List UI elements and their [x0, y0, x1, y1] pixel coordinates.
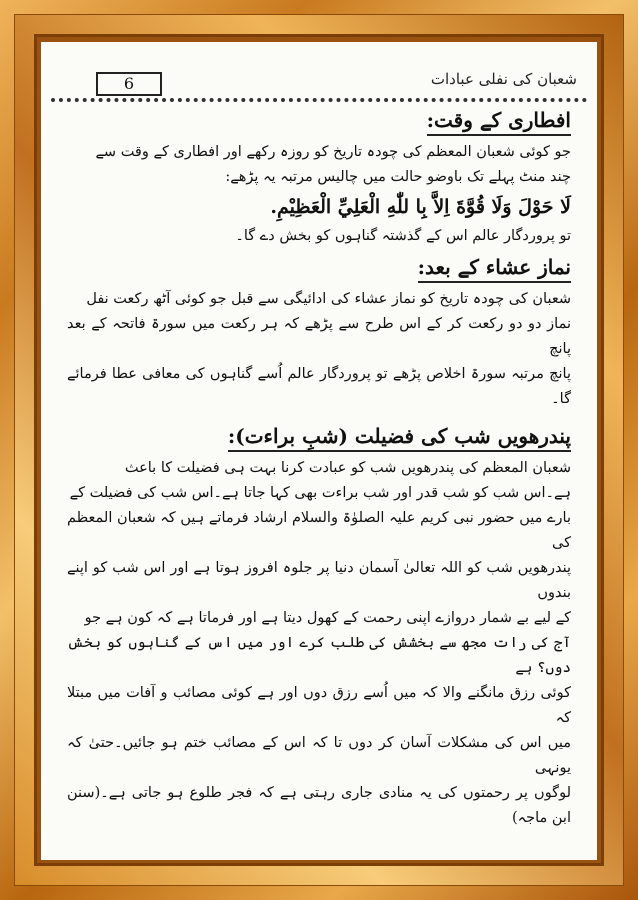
book-page — [41, 42, 597, 860]
text-line: آج کی رات مجھ سے بخشش کی طلب کرے اور میں اس کے گناہوں کو بخش دوں؟ ہے — [67, 635, 571, 676]
running-title: شعبان کی نفلی عبادات — [430, 70, 577, 88]
text-line: چند منٹ پہلے تک باوضو حالت میں چالیس مرتبہ یہ پڑھے: — [225, 169, 571, 185]
text-line: جو کوئی شعبان المعظم کی چودہ تاریخ کو روزہ رکھے اور افطاری کے وقت سے — [95, 144, 571, 160]
page-number: 6 — [96, 72, 162, 96]
text-line: پندرھویں شب کو اللہ تعالیٰ آسمان دنیا پر جلوہ افروز ہوتا ہے اور اس شب کو اپنے بندوں — [67, 560, 571, 601]
text-line: کوئی رزق مانگنے والا کہ میں اُسے رزق دوں اور ہے کوئی مصائب و آفات میں مبتلا کہ — [67, 685, 571, 726]
text-line: نماز دو دو رکعت کر کے اس طرح سے پڑھے کہ ہر رکعت میں سورۃ فاتحہ کے بعد پانچ — [67, 316, 571, 357]
section-heading-iftar: افطاری کے وقت: — [427, 108, 571, 136]
text-line: میں اس کی مشکلات آسان کر دوں تا کہ اس کے مصائب ختم ہو جائیں۔حتیٰ کہ یونہی — [67, 735, 571, 776]
text-line: شعبان کی چودہ تاریخ کو نماز عشاء کی ادائیگی سے قبل جو کوئی آٹھ رکعت نفل — [86, 291, 571, 307]
page-header — [51, 64, 587, 104]
header-dotted-rule — [51, 98, 587, 102]
text-line: شعبان المعظم کی پندرھویں شب کو عبادت کرنا بہت ہی فضیلت کا باعث — [124, 460, 571, 476]
arabic-dua: لَا حَوْلَ وَلَا قُوَّةَ اِلاَّ بِا للّٰهِ الْعَلِيِّ الْعَظِيْمِ. — [270, 196, 571, 218]
section-heading-shab-e-barat: پندرھویں شب کی فضیلت (شبِ براءت): — [228, 424, 571, 452]
text-line: تو پروردگار عالم اس کے گذشتہ گناہوں کو بخش دے گا۔ — [235, 228, 571, 244]
text-line: بارے میں حضور نبی کریم علیہ الصلوٰۃ والسلام ارشاد فرماتے ہیں کہ شعبان المعظم کی — [67, 510, 571, 551]
text-line: لوگوں پر رحمتوں کی یہ منادی جاری رہتی ہے کہ فجر طلوع ہو جاتی ہے۔(سنن ابن ماجہ) — [67, 785, 571, 826]
text-line: پانچ مرتبہ سورۃ اخلاص پڑھے تو پروردگار عالم اُسے گناہوں کی معافی عطا فرمائے گا۔ — [67, 366, 571, 407]
section-heading-isha: نماز عشاء کے بعد: — [418, 255, 571, 283]
text-line: ہے۔اس شب کو شب قدر اور شب براءت بھی کہا جاتا ہے۔اس شب کی فضیلت کے — [69, 485, 571, 501]
page-content — [67, 108, 571, 831]
text-line: کے لیے بے شمار دروازے اپنی رحمت کے کھول دیتا ہے اور فرماتا ہے کہ کون ہے جو — [84, 610, 571, 626]
